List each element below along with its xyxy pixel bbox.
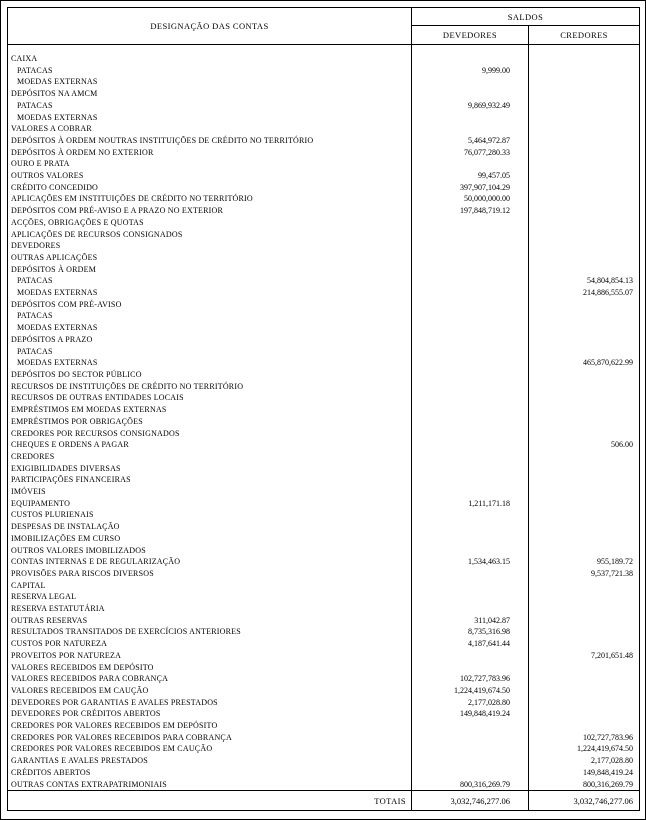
table-row <box>8 88 640 100</box>
account-label: VALORES RECEBIDOS EM CAUÇÃO <box>11 685 149 695</box>
credores-value <box>529 615 640 627</box>
account-label: ACÇÕES, OBRIGAÇÕES E QUOTAS <box>11 217 144 227</box>
devedores-value <box>412 45 529 65</box>
account-label: OUTRAS APLICAÇÕES <box>11 252 98 262</box>
devedores-value <box>412 88 529 100</box>
credores-value <box>529 88 640 100</box>
table-row <box>8 615 640 627</box>
table-row <box>8 240 640 252</box>
totals-row <box>8 791 640 811</box>
account-label: DEPÓSITOS NA AMCM <box>11 89 98 99</box>
credores-value <box>529 299 640 311</box>
table-row <box>8 486 640 498</box>
account-label: DEPÓSITOS COM PRÉ-AVISO E A PRAZO NO EXTERIOR <box>11 206 224 216</box>
credores-value <box>529 474 640 486</box>
table-row <box>8 743 640 755</box>
devedores-value <box>412 662 529 674</box>
credores-value <box>529 217 640 229</box>
column-header-devedores: DEVEDORES <box>412 26 529 45</box>
totals-label: TOTAIS <box>8 791 412 811</box>
account-label: DEVEDORES POR GARANTIAS E AVALES PRESTADOS <box>11 697 218 707</box>
devedores-value: 9,999.00 <box>412 65 529 77</box>
credores-value <box>529 193 640 205</box>
table-row <box>8 76 640 88</box>
account-label: DESPESAS DE INSTALAÇÃO <box>11 522 120 532</box>
credores-value <box>529 521 640 533</box>
account-label: RESERVA LEGAL <box>11 592 77 602</box>
account-label: CREDORES POR RECURSOS CONSIGNADOS <box>11 428 180 438</box>
credores-value <box>529 451 640 463</box>
table-row <box>8 392 640 404</box>
table-row <box>8 252 640 264</box>
table-row <box>8 463 640 475</box>
account-label: OUTRAS CONTAS EXTRAPATRIMONIAIS <box>11 779 167 789</box>
totals-devedores-value: 3,032,746,277.06 <box>412 791 529 811</box>
table-row <box>8 123 640 135</box>
table-row <box>8 100 640 112</box>
table-row <box>8 182 640 194</box>
devedores-value <box>412 76 529 88</box>
devedores-value <box>412 439 529 451</box>
table-row <box>8 193 640 205</box>
account-label: DEPÓSITOS COM PRÉ-AVISO <box>11 299 122 309</box>
account-label: MOEDAS EXTERNAS <box>17 288 98 298</box>
table-row <box>8 45 640 65</box>
credores-value: 955,189.72 <box>529 556 640 568</box>
devedores-value <box>412 287 529 299</box>
credores-value: 2,177,028.80 <box>529 755 640 767</box>
credores-value <box>529 123 640 135</box>
devedores-value <box>412 580 529 592</box>
credores-value: 214,886,555.07 <box>529 287 640 299</box>
credores-value <box>529 147 640 159</box>
credores-value <box>529 486 640 498</box>
table-row <box>8 755 640 767</box>
devedores-value <box>412 463 529 475</box>
account-label: OURO E PRATA <box>11 159 70 169</box>
account-label: CREDORES <box>11 451 55 461</box>
credores-value <box>529 416 640 428</box>
credores-value <box>529 392 640 404</box>
account-label: CUSTOS POR NATUREZA <box>11 639 108 649</box>
account-label: OUTRAS RESERVAS <box>11 615 88 625</box>
devedores-value <box>412 381 529 393</box>
devedores-value <box>412 603 529 615</box>
account-label: PARTICIPAÇÕES FINANCEIRAS <box>11 475 131 485</box>
table-row <box>8 662 640 674</box>
table-row <box>8 158 640 170</box>
devedores-value <box>412 310 529 322</box>
table-footer <box>8 791 640 811</box>
table-row <box>8 381 640 393</box>
credores-value: 1,224,419,674.50 <box>529 743 640 755</box>
credores-value <box>529 580 640 592</box>
column-header-credores: CREDORES <box>529 26 640 45</box>
devedores-value: 2,177,028.80 <box>412 697 529 709</box>
devedores-value: 800,316,269.79 <box>412 779 529 791</box>
table-row <box>8 334 640 346</box>
table-row <box>8 697 640 709</box>
table-row <box>8 357 640 369</box>
account-label: PATACAS <box>17 276 53 286</box>
credores-value <box>529 369 640 381</box>
devedores-value <box>412 474 529 486</box>
account-label: EMPRÉSTIMOS EM MOEDAS EXTERNAS <box>11 405 167 415</box>
account-label: CREDORES POR VALORES RECEBIDOS EM DEPÓSITO <box>11 721 218 731</box>
table-row <box>8 638 640 650</box>
account-label: CONTAS INTERNAS E DE REGULARIZAÇÃO <box>11 557 181 567</box>
account-label: MOEDAS EXTERNAS <box>17 358 98 368</box>
table-row <box>8 509 640 521</box>
account-label: IMÓVEIS <box>11 487 46 497</box>
account-label: CAIXA <box>11 54 38 63</box>
account-label: CREDORES POR VALORES RECEBIDOS PARA COBRANÇA <box>11 732 232 742</box>
table-row <box>8 404 640 416</box>
table-row <box>8 720 640 732</box>
table-row <box>8 229 640 241</box>
account-label: PATACAS <box>17 311 53 321</box>
account-label: APLICAÇÕES DE RECURSOS CONSIGNADOS <box>11 229 183 239</box>
account-label: EMPRÉSTIMOS POR OBRIGAÇÕES <box>11 416 143 426</box>
table-row <box>8 626 640 638</box>
credores-value: 54,804,854.13 <box>529 275 640 287</box>
column-header-saldos: SALDOS <box>412 8 640 26</box>
account-label: IMOBILIZAÇÕES EM CURSO <box>11 533 121 543</box>
table-row <box>8 533 640 545</box>
credores-value <box>529 545 640 557</box>
devedores-value <box>412 545 529 557</box>
table-row <box>8 498 640 510</box>
credores-value <box>529 591 640 603</box>
table-row <box>8 205 640 217</box>
account-label: DEPÓSITOS A PRAZO <box>11 334 93 344</box>
credores-value <box>529 708 640 720</box>
devedores-value <box>412 357 529 369</box>
devedores-value <box>412 451 529 463</box>
credores-value <box>529 463 640 475</box>
account-label: PROVEITOS POR NATUREZA <box>11 650 122 660</box>
account-label: DEVEDORES <box>11 241 61 251</box>
devedores-value: 50,000,000.00 <box>412 193 529 205</box>
devedores-value: 102,727,783.96 <box>412 673 529 685</box>
devedores-value <box>412 369 529 381</box>
credores-value <box>529 404 640 416</box>
devedores-value <box>412 732 529 744</box>
devedores-value: 311,042.87 <box>412 615 529 627</box>
table-row <box>8 65 640 77</box>
account-label: CHEQUES E ORDENS A PAGAR <box>11 440 129 450</box>
devedores-value: 99,457.05 <box>412 170 529 182</box>
table-row <box>8 416 640 428</box>
devedores-value <box>412 568 529 580</box>
table-row <box>8 299 640 311</box>
credores-value <box>529 135 640 147</box>
account-label: DEPÓSITOS À ORDEM NO EXTERIOR <box>11 147 154 157</box>
credores-value <box>529 76 640 88</box>
credores-value <box>529 662 640 674</box>
credores-value <box>529 346 640 358</box>
credores-value <box>529 334 640 346</box>
table-row <box>8 217 640 229</box>
table-row <box>8 779 640 791</box>
devedores-value <box>412 392 529 404</box>
credores-value <box>529 533 640 545</box>
devedores-value <box>412 404 529 416</box>
table-row <box>8 732 640 744</box>
totals-credores-value: 3,032,746,277.06 <box>529 791 640 811</box>
credores-value <box>529 673 640 685</box>
table-row <box>8 275 640 287</box>
devedores-value <box>412 346 529 358</box>
account-label: OUTROS VALORES <box>11 171 84 181</box>
credores-value <box>529 603 640 615</box>
credores-value <box>529 252 640 264</box>
devedores-value: 1,224,419,674.50 <box>412 685 529 697</box>
table-row <box>8 474 640 486</box>
table-row <box>8 170 640 182</box>
devedores-value <box>412 217 529 229</box>
table-row <box>8 346 640 358</box>
table-row <box>8 685 640 697</box>
account-label: PATACAS <box>17 100 53 110</box>
account-label: RESERVA ESTATUTÁRIA <box>11 604 105 614</box>
account-label: DEPÓSITOS À ORDEM <box>11 264 97 274</box>
credores-value: 7,201,651.48 <box>529 650 640 662</box>
devedores-value <box>412 112 529 124</box>
credores-value <box>529 112 640 124</box>
credores-value <box>529 240 640 252</box>
devedores-value <box>412 264 529 276</box>
account-label: DEPÓSITOS DO SECTOR PÚBLICO <box>11 369 142 379</box>
devedores-value <box>412 509 529 521</box>
account-label: MOEDAS EXTERNAS <box>17 323 98 333</box>
devedores-value <box>412 428 529 440</box>
devedores-value <box>412 416 529 428</box>
devedores-value <box>412 591 529 603</box>
account-label: CUSTOS PLURIENAIS <box>11 510 94 520</box>
devedores-value <box>412 720 529 732</box>
table-row <box>8 112 640 124</box>
devedores-value <box>412 299 529 311</box>
credores-value <box>529 720 640 732</box>
devedores-value: 4,187,641.44 <box>412 638 529 650</box>
table-row <box>8 767 640 779</box>
account-label: PATACAS <box>17 65 53 75</box>
devedores-value: 76,077,280.33 <box>412 147 529 159</box>
table-row <box>8 580 640 592</box>
devedores-value <box>412 767 529 779</box>
credores-value <box>529 229 640 241</box>
credores-value <box>529 428 640 440</box>
table-body <box>8 45 640 791</box>
table-row <box>8 603 640 615</box>
credores-value: 800,316,269.79 <box>529 779 640 791</box>
devedores-value <box>412 322 529 334</box>
table-row <box>8 708 640 720</box>
accounts-table <box>7 7 640 811</box>
credores-value <box>529 45 640 65</box>
credores-value <box>529 498 640 510</box>
credores-value <box>529 381 640 393</box>
table-row <box>8 521 640 533</box>
devedores-value: 1,534,463.15 <box>412 556 529 568</box>
table-row <box>8 310 640 322</box>
devedores-value: 397,907,104.29 <box>412 182 529 194</box>
column-header-designacao: DESIGNAÇÃO DAS CONTAS <box>8 8 412 45</box>
credores-value <box>529 509 640 521</box>
devedores-value: 1,211,171.18 <box>412 498 529 510</box>
devedores-value <box>412 229 529 241</box>
account-label: APLICAÇÕES EM INSTITUIÇÕES DE CRÉDITO NO TERRITÓRIO <box>11 194 253 204</box>
table-row <box>8 673 640 685</box>
account-label: CREDORES POR VALORES RECEBIDOS EM CAUÇÃO <box>11 744 213 754</box>
account-label: CRÉDITO CONCEDIDO <box>11 182 99 192</box>
credores-value <box>529 205 640 217</box>
devedores-value <box>412 755 529 767</box>
table-row <box>8 264 640 276</box>
devedores-value <box>412 521 529 533</box>
devedores-value <box>412 275 529 287</box>
account-label: CRÉDITOS ABERTOS <box>11 767 91 777</box>
account-label: OUTROS VALORES IMOBILIZADOS <box>11 545 146 555</box>
credores-value <box>529 697 640 709</box>
devedores-value: 9,869,932.49 <box>412 100 529 112</box>
account-label: RECURSOS DE OUTRAS ENTIDADES LOCAIS <box>11 393 184 403</box>
table-row <box>8 451 640 463</box>
account-label: PATACAS <box>17 346 53 356</box>
devedores-value: 5,464,972.87 <box>412 135 529 147</box>
table-row <box>8 591 640 603</box>
table-row <box>8 135 640 147</box>
account-label: MOEDAS EXTERNAS <box>17 112 98 122</box>
table-header <box>8 8 640 45</box>
credores-value <box>529 638 640 650</box>
devedores-value <box>412 486 529 498</box>
devedores-value <box>412 743 529 755</box>
table-row <box>8 545 640 557</box>
credores-value <box>529 100 640 112</box>
credores-value <box>529 310 640 322</box>
account-label: RECURSOS DE INSTITUIÇÕES DE CRÉDITO NO TERRITÓRIO <box>11 381 244 391</box>
table-row <box>8 556 640 568</box>
credores-value <box>529 158 640 170</box>
devedores-value: 197,848,719.12 <box>412 205 529 217</box>
account-label: DEPÓSITOS À ORDEM NOUTRAS INSTITUIÇÕES DE CRÉDITO NO TERRITÓRIO <box>11 135 314 145</box>
credores-value <box>529 170 640 182</box>
credores-value: 149,848,419.24 <box>529 767 640 779</box>
credores-value <box>529 322 640 334</box>
devedores-value <box>412 650 529 662</box>
credores-value <box>529 626 640 638</box>
account-label: EQUIPAMENTO <box>11 498 71 508</box>
credores-value: 102,727,783.96 <box>529 732 640 744</box>
table-row <box>8 650 640 662</box>
credores-value <box>529 65 640 77</box>
table-row <box>8 369 640 381</box>
credores-value: 9,537,721.38 <box>529 568 640 580</box>
account-label: RESULTADOS TRANSITADOS DE EXERCÍCIOS ANTERIORES <box>11 627 241 637</box>
account-label: VALORES A COBRAR <box>11 124 92 134</box>
credores-value: 465,870,622.99 <box>529 357 640 369</box>
table-row <box>8 287 640 299</box>
devedores-value <box>412 533 529 545</box>
account-label: PROVISÕES PARA RISCOS DIVERSOS <box>11 568 154 578</box>
credores-value <box>529 182 640 194</box>
devedores-value: 8,735,316.98 <box>412 626 529 638</box>
account-label: DEVEDORES POR CRÉDITOS ABERTOS <box>11 709 161 719</box>
devedores-value <box>412 123 529 135</box>
account-label: VALORES RECEBIDOS PARA COBRANÇA <box>11 674 169 684</box>
devedores-value <box>412 334 529 346</box>
account-label: MOEDAS EXTERNAS <box>17 77 98 87</box>
devedores-value: 149,848,419.24 <box>412 708 529 720</box>
account-label: GARANTIAS E AVALES PRESTADOS <box>11 756 148 766</box>
table-row <box>8 439 640 451</box>
credores-value: 506.00 <box>529 439 640 451</box>
table-row <box>8 428 640 440</box>
devedores-value <box>412 240 529 252</box>
table-row <box>8 147 640 159</box>
table-row <box>8 568 640 580</box>
devedores-value <box>412 252 529 264</box>
credores-value <box>529 264 640 276</box>
account-label: EXIGIBILIDADES DIVERSAS <box>11 463 121 473</box>
account-label: CAPITAL <box>11 580 46 590</box>
table-row <box>8 322 640 334</box>
account-label: VALORES RECEBIDOS EM DEPÓSITO <box>11 662 154 672</box>
credores-value <box>529 685 640 697</box>
devedores-value <box>412 158 529 170</box>
